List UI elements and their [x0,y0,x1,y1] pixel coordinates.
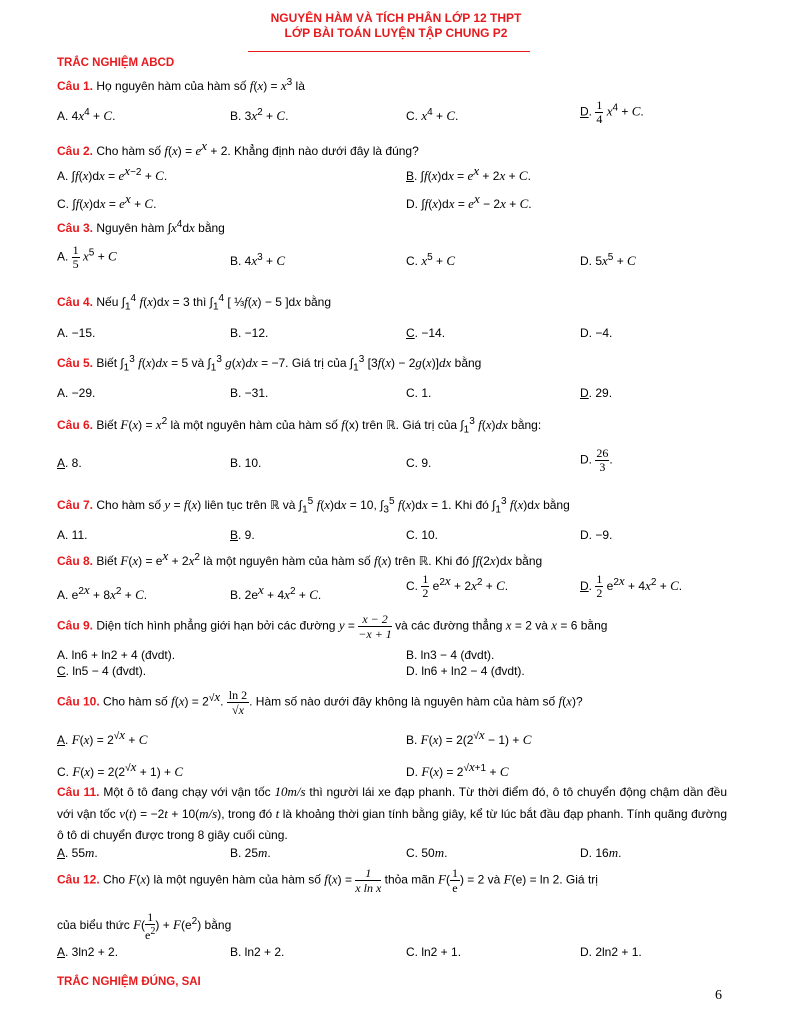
option-8b[interactable]: B. $2e^x + 4x^2 + C$. [230,582,322,602]
option-10d[interactable]: D. $F(x) = 2^{√x+1} + C$ [406,759,509,779]
question-label: Câu 7. [57,498,94,512]
option-12a[interactable]: A. 3ln2 + 2. [57,945,119,959]
option-9d[interactable]: D. ln6 + ln2 − 4 (đvdt). [406,664,525,678]
option-2c[interactable]: C. $\int f(x)dx = e^x + C$. [57,191,157,211]
option-1d[interactable]: D. $\frac{1}{4}$ $x^4 + C$. [580,98,644,126]
option-9c[interactable]: C. ln5 − 4 (đvdt). [57,664,147,678]
page-number: 6 [715,988,722,1003]
option-12d[interactable]: D. 2ln2 + 1. [580,945,642,959]
header-title: NGUYÊN HÀM VÀ TÍCH PHÂN LỚP 12 THPT [270,11,522,25]
option-11c[interactable]: C. 50m. [406,845,448,860]
option-12c[interactable]: C. ln2 + 1. [406,945,462,959]
question-label: Câu 10. [57,694,100,709]
option-12b[interactable]: B. ln2 + 2. [230,945,285,959]
option-9b[interactable]: B. ln3 − 4 (đvdt). [406,648,495,662]
option-11a[interactable]: A. 55m. [57,845,98,860]
question-2: Câu 2. Cho hàm số $f(x) = e^x + 2$. Khẳng định nào dưới đây là đúng? [57,138,419,158]
option-5d[interactable]: D. 29. [580,386,613,400]
option-3a[interactable]: A. $\frac{1}{5}$ $x^5 + C$ [57,243,117,271]
option-8a[interactable]: A. $e^{2x} + 8x^2 + C$. [57,582,148,602]
option-6b[interactable]: B. 10. [230,456,262,470]
option-1a[interactable]: A. $4x^4 + C$. [57,107,116,123]
option-10c[interactable]: C. $F(x) = 2(2^{√x} + 1) + C$ [57,759,184,779]
option-4c[interactable]: C. −14. [406,326,446,340]
question-label: Câu 6. [57,418,94,432]
option-7b[interactable]: B. 9. [230,528,255,542]
option-3b[interactable]: B. $4x^3 + C$ [230,252,286,268]
option-4b[interactable]: B. −12. [230,326,269,340]
option-3c[interactable]: C. $x^5 + C$ [406,252,456,268]
option-10a[interactable]: A. $F(x) = 2^{√x} + C$ [57,727,148,747]
option-10b[interactable]: B. $F(x) = 2(2^{√x} - 1) + C$ [406,727,532,747]
question-7: Câu 7. Cho hàm số y = f(x) liên tục trên ℝ và $\int_1^5$ f(x)dx = 10, $\int_3^5$ f(x)dx = 1. Khi đó $\int_1^3$ f(x)dx bằng [57,496,570,516]
header-subtitle: LỚP BÀI TOÁN LUYỆN TẬP CHUNG P2 [284,26,508,40]
question-10: Câu 10. Cho hàm số $f(x) = 2^{√x}$. $\frac{\ln 2}{√x}$ . Hàm số nào dưới đây không là nguyên hàm của hàm số f(x)? [57,688,583,717]
header-divider [248,51,530,52]
option-7c[interactable]: C. 10. [406,528,439,542]
question-1: Câu 1. Họ nguyên hàm của hàm số $f(x) = x^3$ là [57,77,305,93]
option-2d[interactable]: D. $\int f(x)dx = e^x - 2x + C$. [406,191,532,211]
question-label: Câu 9. [57,618,94,633]
question-label: Câu 5. [57,356,94,370]
option-6c[interactable]: C. 9. [406,456,432,470]
option-2a[interactable]: A. $\int f(x)dx = e^{x-2} + C$. [57,163,168,183]
question-label: Câu 2. [57,144,94,158]
question-12: Câu 12. Cho F(x) là một nguyên hàm của hàm số f(x) = $\frac{1}{\text{x ln x}}$ thỏa mãn F( $\frac{1}{e}$ ) = 2 và F(e) = ln 2. Giá trị [57,866,598,895]
option-8c[interactable]: C. $\frac{1}{2}$ $e^{2x} + 2x^2 + C$. [406,572,509,601]
question-9: Câu 9. Diện tích hình phẳng giới hạn bởi các đường y = $\frac{x - 2}{-x + 1}$ và các đường thẳng x = 2 và x = 6 bằng [57,612,608,641]
option-5b[interactable]: B. −31. [230,386,269,400]
option-9a[interactable]: A. ln6 + ln2 + 4 (đvdt). [57,648,176,662]
question-8: Câu 8. Biết $F(x) = e^x + 2x^2$ là một nguyên hàm của hàm số f(x) trên ℝ. Khi đó ∫f(2x)dx bằng [57,548,543,568]
section-heading-true-false: TRẮC NGHIỆM ĐÚNG, SAI [57,976,201,988]
question-label: Câu 3. [57,221,94,235]
question-label: Câu 4. [57,295,94,309]
question-11: Câu 11. Một ô tô đang chạy với vận tốc 10m/s thì người lái xe đạp phanh. Từ thời điểm đó, ô tô chuyển động chậm dần đều với vận tốc v(t) = −2t + 10(m/s), trong đó t là khoảng thời gian tính bằng giây, kể từ lúc bắt đầu đạp phanh. Tính quãng đường ô tô di chuyển được trong 8 giây cuối cùng. [57,784,728,842]
option-11d[interactable]: D. 16m. [580,845,622,860]
question-3: Câu 3. Nguyên hàm $\int x^4dx$ bằng [57,219,225,235]
option-1c[interactable]: C. $x^4 + C$. [406,107,459,123]
option-8d[interactable]: D. $\frac{1}{2}$ $e^{2x} + 4x^2 + C$. [580,572,683,601]
section-heading-abcd: TRẮC NGHIỆM ABCD [57,57,175,69]
option-5a[interactable]: A. −29. [57,386,96,400]
question-label: Câu 8. [57,554,94,568]
question-label: Câu 1. [57,79,94,93]
option-7a[interactable]: A. 11. [57,528,88,542]
option-4a[interactable]: A. −15. [57,326,96,340]
question-6: Câu 6. Biết $F(x) = x^2$ là một nguyên hàm của hàm số f(x) trên ℝ. Giá trị của $\int_1^3$ f(x)dx bằng: [57,416,542,436]
option-5c[interactable]: C. 1. [406,386,432,400]
option-11b[interactable]: B. 25m. [230,845,271,860]
option-3d[interactable]: D. $5x^5 + C$ [580,252,636,268]
option-7d[interactable]: D. −9. [580,528,613,542]
option-6d[interactable]: D. $\frac{26}{3}$ . [580,446,613,474]
option-6a[interactable]: A. 8. [57,456,82,470]
question-label: Câu 11. [57,785,100,799]
question-label: Câu 12. [57,872,100,887]
question-4: Câu 4. Nếu $\int_1^4$ f(x)dx = 3 thì $\int_1^4$ [ ⅓f(x) − 5 ]dx bằng [57,293,332,313]
option-1b[interactable]: B. $3x^2 + C$. [230,107,289,123]
option-4d[interactable]: D. −4. [580,326,613,340]
question-12-cont: của biểu thức F( $\frac{1}{e^2}$ ) + $F(e^2)$ bằng [57,910,232,942]
option-2b[interactable]: B. $\int f(x)dx = e^x + 2x + C$. [406,163,531,183]
question-5: Câu 5. Biết $\int_1^3$ f(x)dx = 5 và $\int_1^3$ g(x)dx = −7. Giá trị của $\int_1^3$ [3f(x) − 2g(x)]dx bằng [57,354,482,374]
